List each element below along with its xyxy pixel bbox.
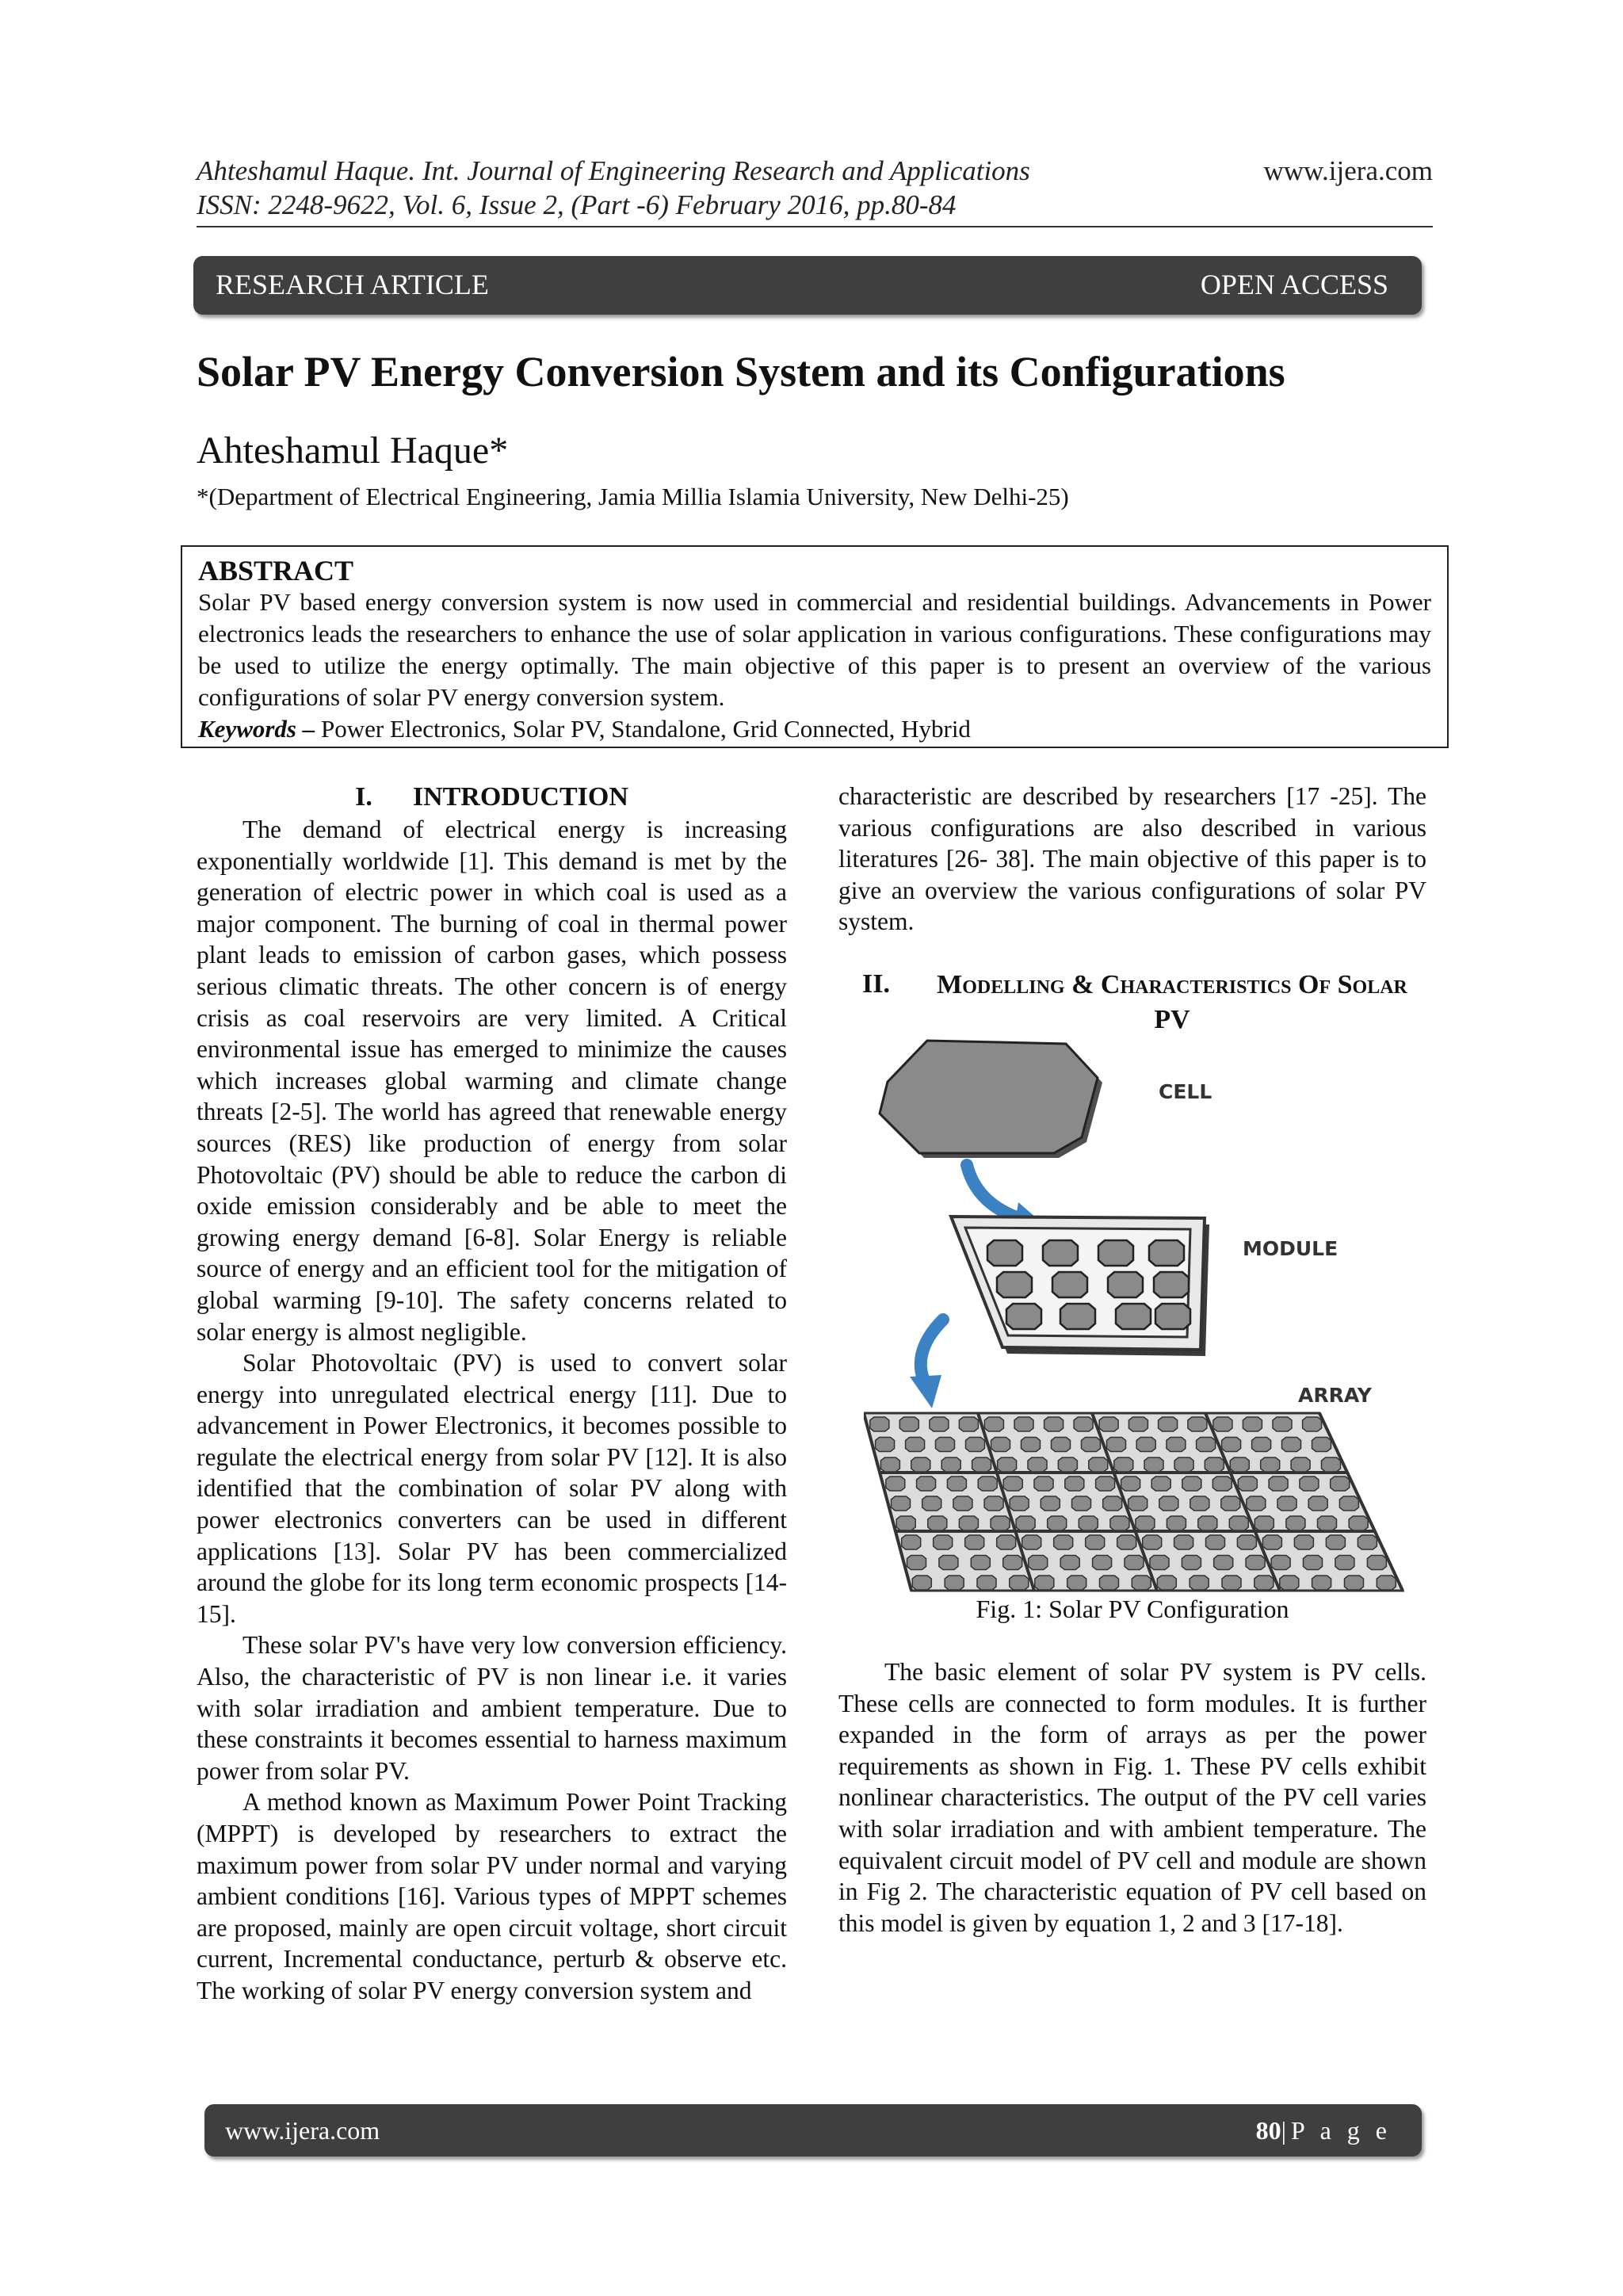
intro-paragraph: A method known as Maximum Power Point Tracking (MPPT) is developed by researchers to extract the maximum power from solar PV under normal and varying ambient conditions [16]. Various types of MPPT schemes are proposed, mainly are open circuit voltage, short circuit current, Incremental conductance, perturb & observe etc. The working of solar PV energy conversion system and — [197, 1788, 787, 2004]
array-cell — [1308, 1496, 1327, 1511]
section-2-title: Modelling & Characteristics Of Solar PV — [937, 969, 1407, 1034]
page-text: |P a g e — [1281, 2116, 1392, 2145]
array-cell — [880, 1457, 899, 1472]
array-cell — [1339, 1496, 1358, 1511]
array-cell — [984, 1417, 1003, 1431]
array-cell — [1214, 1556, 1233, 1570]
array-cell — [902, 1535, 921, 1549]
array-cell — [1167, 1438, 1186, 1452]
section-1-heading — [197, 781, 787, 814]
author-name: Ahteshamul Haque* — [197, 430, 509, 472]
array-cell — [1230, 1457, 1249, 1472]
array-cell — [1190, 1576, 1209, 1590]
array-cell — [1182, 1556, 1201, 1570]
array-cell — [1282, 1438, 1301, 1452]
array-cell — [1052, 1438, 1071, 1452]
array-cell — [1206, 1535, 1225, 1549]
array-cell — [1110, 1516, 1129, 1530]
array-graphic — [864, 1413, 1403, 1591]
footer-url-link[interactable]: www.ijera.com — [225, 2116, 380, 2145]
array-cell — [892, 1496, 911, 1511]
array-cell — [1029, 1556, 1048, 1570]
array-cell — [1086, 1535, 1105, 1549]
abstract-box — [181, 545, 1449, 748]
array-cell — [1060, 1556, 1079, 1570]
figure-solar-pv-configuration — [864, 1034, 1419, 1597]
array-cell — [1072, 1496, 1091, 1511]
array-cell — [1291, 1457, 1310, 1472]
array-cell — [972, 1457, 991, 1472]
array-cell — [1205, 1457, 1224, 1472]
section-2-paragraph: The basic element of solar PV system is PV cells. These cells are connected to form modules. It is further expanded in the form of arrays as per the power requirements as shown in Fig. 1. These PV cells exhibit nonlinear characteristics. The output of the PV cell varies with solar irradiation and with ambient temperature. The equivalent circuit model of PV cell and module are shown in Fig 2. The characteristic equation of PV cell based on this model is given by equation 1, 2 and 3 [17-18]. — [838, 1658, 1426, 1937]
array-cell — [1167, 1516, 1186, 1530]
page-number-label — [1256, 2116, 1392, 2145]
cell-label: CELL — [1159, 1080, 1212, 1103]
array-cell — [991, 1438, 1010, 1452]
array-cell — [1136, 1516, 1155, 1530]
array-cell — [1099, 1417, 1118, 1431]
header-divider — [197, 226, 1433, 227]
array-cell — [922, 1496, 941, 1511]
array-cell — [1150, 1556, 1169, 1570]
paper-title: Solar PV Energy Conversion System and its Configurations — [197, 348, 1285, 395]
array-cell — [1269, 1477, 1288, 1491]
array-cell — [959, 1516, 978, 1530]
section-1-title: INTRODUCTION — [412, 782, 628, 812]
array-cell — [917, 1477, 936, 1491]
array-cell — [936, 1438, 955, 1452]
right-column — [838, 781, 1426, 1037]
research-article-label: RESEARCH ARTICLE — [216, 269, 489, 300]
array-cell — [1222, 1576, 1241, 1590]
array-cell — [1246, 1556, 1265, 1570]
header-url-link[interactable]: www.ijera.com — [1263, 155, 1433, 186]
array-cell — [1121, 1477, 1140, 1491]
array-cell — [966, 1438, 985, 1452]
array-cell — [899, 1417, 918, 1431]
array-cell — [1157, 1576, 1176, 1590]
array-cell — [1093, 1556, 1112, 1570]
array-cell — [1286, 1516, 1305, 1530]
section-2-body — [838, 1656, 1426, 1939]
array-cell — [1252, 1438, 1271, 1452]
array-cell — [1003, 1556, 1022, 1570]
array-cell — [870, 1417, 889, 1431]
intro-paragraph: Solar Photovoltaic (PV) is used to convert solar energy into unregulated electrical energy [11]. Due to advancement in Power Electronics, it becomes possible to regulate the electrical energy from solar PV [12]. It is also identified that the combination of solar PV along with power electronics converters can be used in different applications [13]. Solar PV has been commercialized around the globe for its long term economic prospects [14-15]. — [197, 1349, 787, 1628]
array-cell — [1247, 1496, 1266, 1511]
array-cell — [928, 1516, 947, 1530]
array-cell — [1125, 1556, 1144, 1570]
array-cell — [1010, 1496, 1029, 1511]
array-cell — [1367, 1556, 1386, 1570]
array-cell — [1041, 1496, 1060, 1511]
author-affiliation: *(Department of Electrical Engineering, Jamia Millia Islamia University, New Delhi-25) — [197, 483, 1069, 510]
figure-1-caption: Fig. 1: Solar PV Configuration — [976, 1595, 1289, 1623]
module-graphic — [951, 1217, 1209, 1356]
array-cell — [965, 1535, 984, 1549]
array-cell — [907, 1556, 926, 1570]
array-cell — [1221, 1496, 1240, 1511]
keywords-label: Keywords – — [198, 715, 315, 743]
array-cell — [945, 1576, 964, 1590]
array-cell — [930, 1417, 949, 1431]
array-cell — [1273, 1417, 1292, 1431]
array-cell — [1229, 1516, 1248, 1530]
keywords-line — [198, 713, 1431, 745]
array-cell — [906, 1438, 925, 1452]
array-cell — [1065, 1477, 1084, 1491]
intro-paragraph: These solar PV's have very low conversion efficiency. Also, the characteristic of PV is non linear i.e. it varies with solar irradiation and ambient temperature. Due to these constraints it becomes essential to harness maximum power from solar PV. — [197, 1631, 787, 1785]
array-cell — [1034, 1477, 1053, 1491]
array-cell — [998, 1457, 1017, 1472]
array-cell — [1128, 1417, 1148, 1431]
array-cell — [1331, 1477, 1350, 1491]
array-cell — [1174, 1535, 1193, 1549]
array-cell — [1067, 1576, 1086, 1590]
array-cell — [1198, 1516, 1217, 1530]
array-cell — [1312, 1576, 1331, 1590]
array-cell — [1103, 1496, 1122, 1511]
keywords-list: Power Electronics, Solar PV, Standalone, Grid Connected, Hybrid — [321, 715, 971, 743]
page-footer — [204, 2104, 1422, 2157]
abstract-text: Solar PV based energy conversion system is now used in commercial and residential buildings. Advancements in Power electronics leads the researchers to enhance the use of solar application in various configurations. These configurations may be used to utilize the energy optimally. The main objective of this paper is to present an overview of the various configurations of solar PV energy conversion system. — [198, 588, 1431, 711]
array-cell — [1318, 1516, 1337, 1530]
array-cell — [1136, 1438, 1155, 1452]
array-cell — [1159, 1417, 1178, 1431]
array-cell — [1254, 1576, 1274, 1590]
abstract-heading: ABSTRACT — [198, 555, 354, 586]
array-cell — [939, 1556, 958, 1570]
array-cell — [1188, 1417, 1207, 1431]
array-cell — [1345, 1576, 1364, 1590]
array-cell — [1238, 1477, 1257, 1491]
array-cell — [1035, 1576, 1054, 1590]
array-cell — [1058, 1457, 1077, 1472]
array-cell — [1114, 1457, 1133, 1472]
array-cell — [1048, 1516, 1067, 1530]
array-cell — [1128, 1496, 1148, 1511]
arrow-module-to-array-icon — [910, 1320, 943, 1408]
array-cell — [1022, 1438, 1041, 1452]
array-cell — [886, 1477, 905, 1491]
array-cell — [1182, 1477, 1201, 1491]
array-cell — [1144, 1457, 1163, 1472]
array-cell — [991, 1516, 1010, 1530]
array-cell — [1089, 1457, 1108, 1472]
array-cell — [978, 1477, 997, 1491]
article-type-banner — [193, 256, 1422, 315]
journal-citation-line2: ISSN: 2248-9622, Vol. 6, Issue 2, (Part -6) February 2016, pp.80-84 — [197, 189, 957, 220]
array-cell — [1054, 1535, 1073, 1549]
array-label: ARRAY — [1298, 1384, 1372, 1407]
open-access-label: OPEN ACCESS — [1200, 269, 1388, 300]
array-cell — [1190, 1496, 1209, 1511]
array-cell — [1022, 1535, 1041, 1549]
array-cell — [1243, 1417, 1262, 1431]
array-cell — [1326, 1535, 1345, 1549]
cell-graphic — [880, 1041, 1102, 1158]
array-cell — [1010, 1576, 1029, 1590]
array-cell — [941, 1457, 960, 1472]
array-cell — [1117, 1535, 1136, 1549]
array-cell — [912, 1576, 931, 1590]
array-cell — [1074, 1417, 1093, 1431]
array-cell — [1280, 1576, 1299, 1590]
array-cell — [1174, 1457, 1193, 1472]
array-cell — [1143, 1535, 1162, 1549]
module-label: MODULE — [1243, 1237, 1338, 1260]
section-2-number: II. — [862, 968, 890, 999]
section-1-number: I. — [355, 782, 372, 812]
array-cell — [876, 1438, 895, 1452]
array-cell — [1349, 1516, 1368, 1530]
array-cell — [959, 1417, 978, 1431]
array-cell — [1377, 1576, 1396, 1590]
array-cell — [984, 1496, 1003, 1511]
array-cell — [1322, 1457, 1341, 1472]
array-cell — [1222, 1438, 1241, 1452]
journal-citation-line1: Ahteshamul Haque. Int. Journal of Engineering Research and Applications — [197, 155, 1030, 186]
array-cell — [911, 1457, 930, 1472]
array-cell — [1100, 1576, 1119, 1590]
page-number: 80 — [1255, 2116, 1281, 2145]
array-cell — [1261, 1457, 1280, 1472]
array-cell — [1262, 1535, 1281, 1549]
array-cell — [1082, 1438, 1101, 1452]
array-cell — [1151, 1477, 1170, 1491]
array-cell — [1028, 1457, 1047, 1472]
array-cell — [1237, 1535, 1256, 1549]
array-cell — [1271, 1556, 1290, 1570]
array-cell — [1303, 1417, 1322, 1431]
array-cell — [1358, 1535, 1377, 1549]
intro-continuation: characteristic are described by researchers [17 -25]. The various configurations are also described in various literatures [26- 38]. The main objective of this paper is to give an overview the various configurations of solar PV system. — [838, 782, 1426, 936]
left-column — [197, 781, 787, 2007]
array-cell — [1335, 1556, 1354, 1570]
array-cell — [1107, 1438, 1126, 1452]
array-cell — [1159, 1496, 1178, 1511]
array-cell — [1079, 1516, 1098, 1530]
journal-header — [197, 154, 1433, 222]
array-cell — [1197, 1438, 1216, 1452]
array-cell — [1212, 1477, 1232, 1491]
array-cell — [1014, 1417, 1033, 1431]
array-cell — [997, 1535, 1016, 1549]
array-cell — [1016, 1516, 1035, 1530]
array-cell — [1003, 1477, 1022, 1491]
array-cell — [971, 1556, 990, 1570]
array-cell — [1096, 1477, 1115, 1491]
section-2-heading — [838, 968, 1426, 1037]
array-cell — [947, 1477, 966, 1491]
array-cell — [1312, 1438, 1331, 1452]
array-cell — [896, 1516, 915, 1530]
array-cell — [1294, 1535, 1313, 1549]
intro-paragraph: The demand of electrical energy is increasing exponentially worldwide [1]. This demand is met by the generation of electric power in which coal is used as a major component. The burning of coal in thermal power plant leads to emission of carbon gases, which possess serious climatic threats. The other concern is of energy crisis as coal reservoirs are very limited. A Critical environmental issue has emerged to minimize the causes which increases global warming and climate change threats [2-5]. The world has agreed that renewable energy sources (RES) like production of energy from solar Photovoltaic (PV) should be able to reduce the carbon di oxide emission considerably and be able to meet the growing energy demand [6-8]. Solar Energy is reliable source of energy and an efficient tool for the mitigation of global warming [9-10]. The safety concerns related to solar energy is almost negligible. — [197, 816, 787, 1346]
array-cell — [1132, 1576, 1151, 1590]
array-cell — [953, 1496, 972, 1511]
array-cell — [1254, 1516, 1274, 1530]
array-cell — [1277, 1496, 1296, 1511]
array-cell — [1304, 1556, 1323, 1570]
array-cell — [977, 1576, 996, 1590]
array-cell — [934, 1535, 953, 1549]
array-cell — [1044, 1417, 1064, 1431]
array-cell — [1300, 1477, 1319, 1491]
array-cell — [1213, 1417, 1232, 1431]
